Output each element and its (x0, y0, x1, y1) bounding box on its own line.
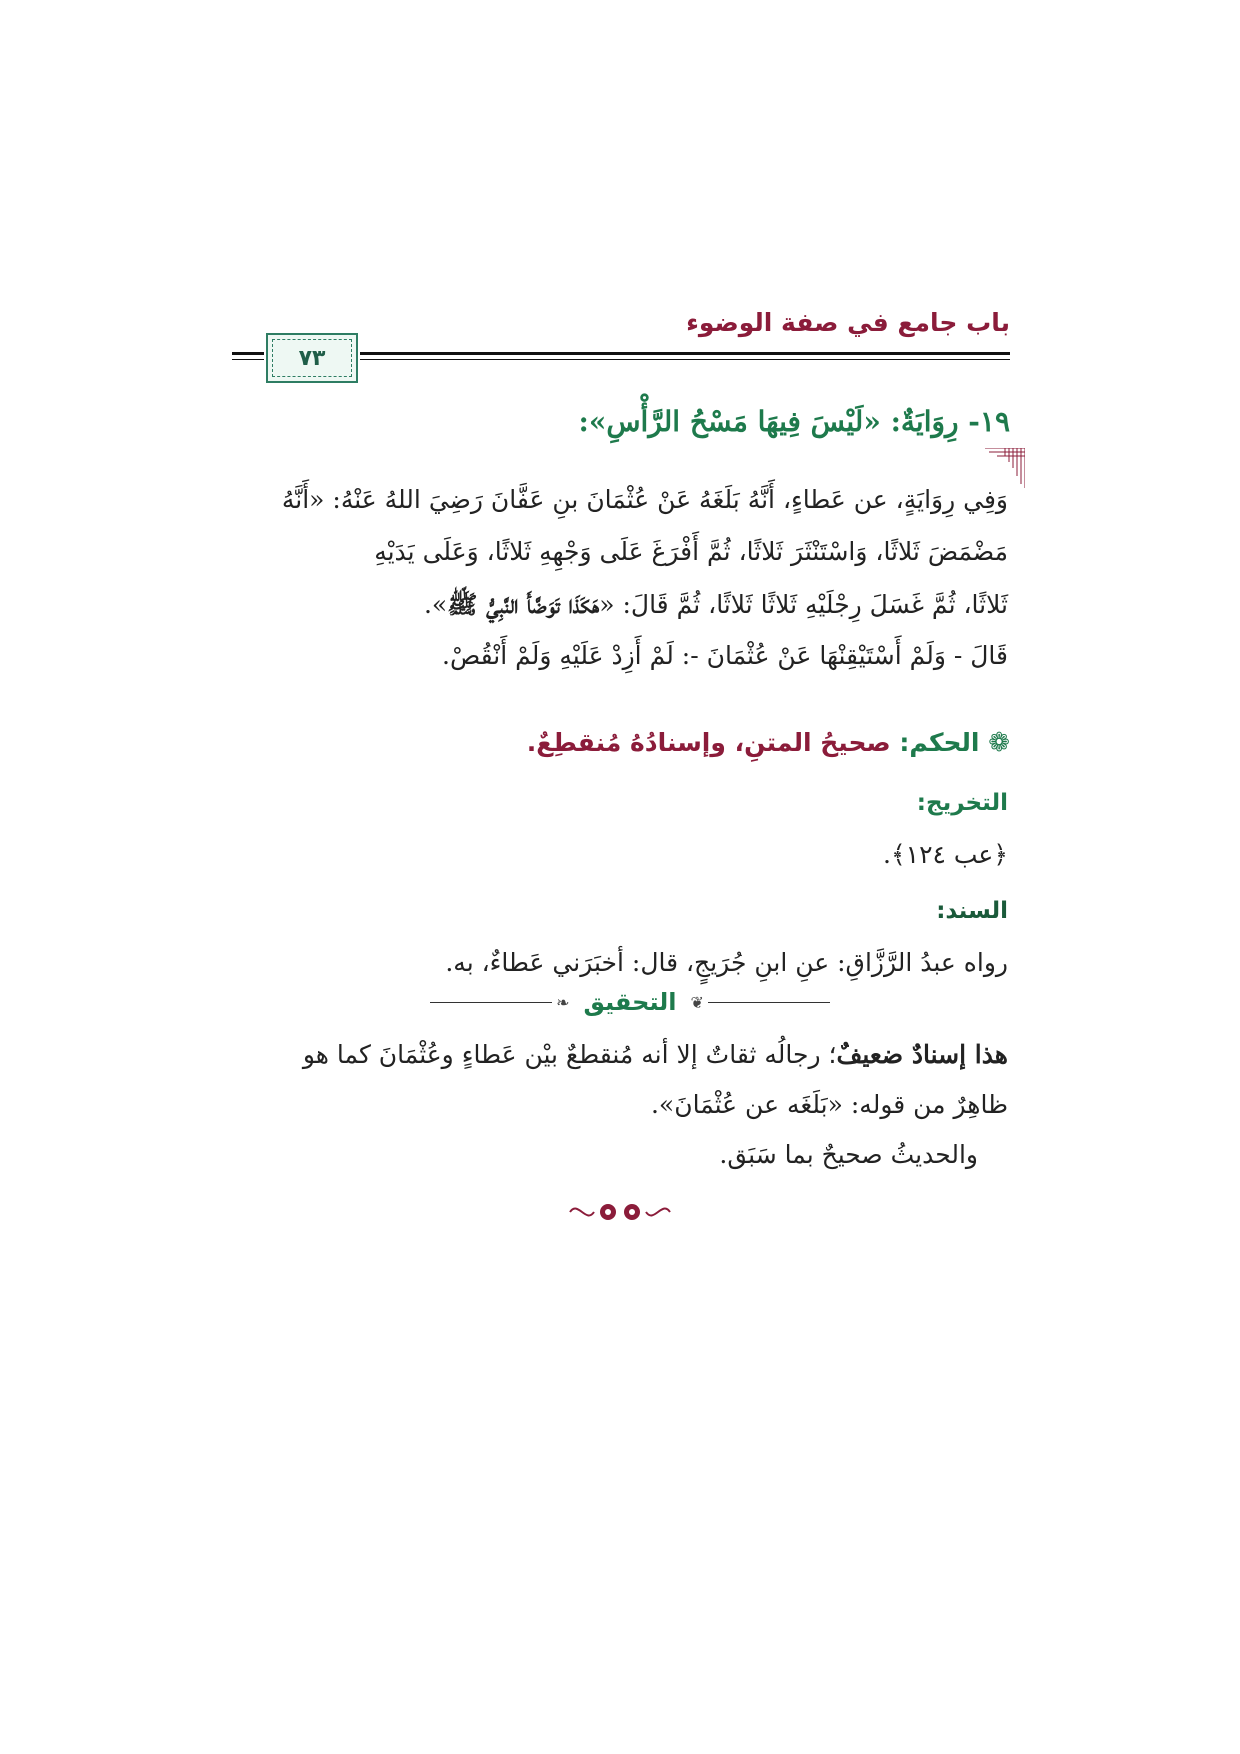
takhrij-ref: ﴿عب ١٢٤﴾. (883, 840, 1008, 869)
takhrij-label: التخريج: (916, 790, 1008, 816)
hadith-line-3-end: ». (423, 590, 448, 619)
tahqiq-verdict: هذا إسنادٌ ضعيفٌ (836, 1040, 1008, 1069)
running-title: باب جامع في صفة الوضوء (686, 308, 1010, 337)
divider-line-left (430, 1002, 552, 1003)
hadith-line-2: مَضْمَضَ ثَلاثًا، وَاسْتَنْثَرَ ثَلاثًا، ثُمَّ أَفْرَغَ عَلَى وَجْهِهِ ثَلاثًا، وَعَلَى يَدَيْهِ (374, 537, 1008, 566)
page-number-badge (266, 333, 358, 383)
hadith-line-1: وَفِي رِوَايَةٍ، عن عَطاءٍ، أَنَّهُ بَلَغَهُ عَنْ عُثْمَانَ بنِ عَفَّانَ رَضِيَ اللهُ عَنْهُ: «أَنَّهُ (281, 485, 1008, 514)
tahqiq-divider (430, 987, 830, 1017)
page-number: ٧٣ (298, 345, 326, 371)
header-rule-right (360, 352, 1010, 355)
header-rule-right-thin (360, 359, 1010, 360)
hadith-line-3 (424, 589, 1008, 626)
sanad-label: السند: (936, 898, 1008, 924)
tahqiq-para-2: والحديثُ صحيحٌ بما سَبَق. (719, 1140, 978, 1169)
tahqiq-heading: التحقيق (583, 988, 677, 1016)
header-rule-left-thin (232, 359, 264, 360)
flower-icon: ❁ (988, 728, 1010, 758)
section-heading: ١٩- رِوَايَةٌ: «لَيْسَ فِيهَا مَسْحُ الرَّأْسِ»: (578, 405, 1010, 438)
header-rule-left (232, 352, 264, 355)
end-ornament-icon (560, 1192, 680, 1232)
tahqiq-para-1-rest: ؛ رجالُه ثقاتٌ إلا أنه مُنقطعٌ بيْن عَطاءٍ وعُثْمَانَ كما هو (302, 1040, 837, 1069)
tahqiq-para-1-line-2: ظاهِرٌ من قوله: «بَلَغَه عن عُثْمَانَ». (650, 1090, 1008, 1119)
corner-ornament-icon (985, 448, 1025, 488)
sanad-text: رواه عبدُ الرَّزَّاقِ: عنِ ابنِ جُرَيجٍ، قال: أخبَرَني عَطاءٌ، به. (445, 948, 1008, 977)
divider-ornament-icon: ❦ (690, 992, 704, 1012)
divider-ornament-icon: ❧ (556, 992, 570, 1012)
hadith-line-4: قَالَ - وَلَمْ أَسْتَيْقِنْهَا عَنْ عُثْمَانَ -: لَمْ أَزِدْ عَلَيْهِ وَلَمْ أَنْقُصْ. (442, 641, 1008, 670)
hadith-line-3-start: ثَلاثًا، ثُمَّ غَسَلَ رِجْلَيْهِ ثَلاثًا ثَلاثًا، ثُمَّ قَالَ: « (599, 590, 1008, 619)
hadith-quote-bold: هَكَذَا تَوَضَّأَ النَّبِيُّ ﷺ (447, 590, 600, 619)
ruling (527, 728, 1010, 758)
ruling-label: الحكم: (899, 728, 980, 757)
tahqiq-para-1 (303, 1040, 1008, 1069)
ruling-value: صحيحُ المتنِ، وإسنادُهُ مُنقطِعٌ. (526, 728, 891, 757)
divider-line-right (708, 1002, 830, 1003)
